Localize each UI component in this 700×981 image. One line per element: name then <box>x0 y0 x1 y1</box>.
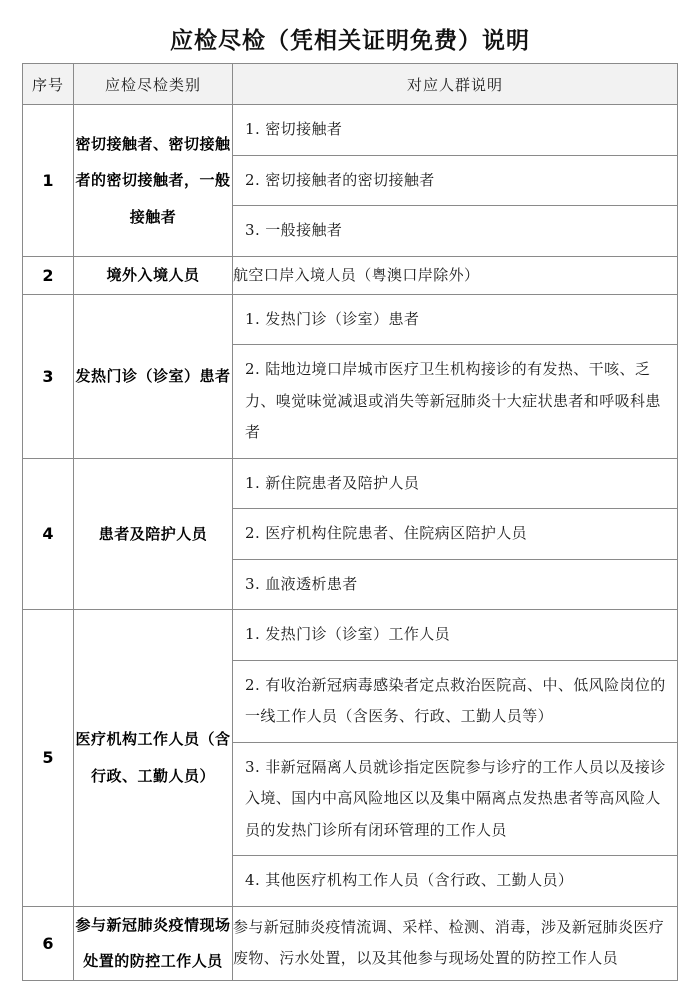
description-item-row <box>233 206 677 256</box>
description-item-row <box>233 459 677 509</box>
description-item-row <box>233 742 677 856</box>
description-item: 3. 一般接触者 <box>245 221 343 240</box>
description-item: 4. 其他医疗机构工作人员（含行政、工勤人员） <box>245 871 574 890</box>
description-item-row <box>233 345 677 458</box>
description-item: 1. 发热门诊（诊室）工作人员 <box>233 610 677 660</box>
table-container <box>22 63 677 981</box>
page-title: 应检尽检（凭相关证明免费）说明 <box>170 27 530 55</box>
row-category: 参与新冠肺炎疫情现场处置的防控工作人员 <box>74 906 233 981</box>
row-category: 境外入境人员 <box>74 256 233 294</box>
description-item: 2. 密切接触者的密切接触者 <box>233 155 677 206</box>
description-item-row <box>233 610 677 660</box>
row-description <box>233 294 678 458</box>
row-description: 参与新冠肺炎疫情流调、采样、检测、消毒，涉及新冠肺炎医疗废物、污水处置，以及其他参与现场处置的防控工作人员 <box>233 906 678 981</box>
row-description <box>233 105 678 257</box>
table-header <box>23 64 678 105</box>
row-description: 航空口岸入境人员（粤澳口岸除外） <box>233 256 678 294</box>
description-item: 2. 医疗机构住院患者、住院病区陪护人员 <box>233 509 677 560</box>
description-item-list <box>233 295 677 458</box>
row-number: 3 <box>23 294 74 458</box>
column-header-category: 应检尽检类别 <box>74 64 233 105</box>
table-body <box>23 105 678 981</box>
table-row <box>23 256 678 294</box>
description-item-list <box>233 459 677 610</box>
description-item-list <box>233 105 677 256</box>
description-item-row <box>233 295 677 345</box>
row-number: 2 <box>23 256 74 294</box>
row-category: 医疗机构工作人员（含行政、工勤人员） <box>74 610 233 907</box>
table-row <box>23 610 678 907</box>
document-page <box>0 15 700 971</box>
row-number: 5 <box>23 610 74 907</box>
description-item: 1. 发热门诊（诊室）患者 <box>233 295 677 345</box>
table-header-row <box>23 64 678 105</box>
description-item-row <box>233 105 677 155</box>
description-item-row <box>233 856 677 906</box>
description-item-row <box>233 155 677 206</box>
description-item: 3. 血液透析患者 <box>245 574 358 593</box>
description-item-list <box>233 610 677 906</box>
row-category: 密切接触者、密切接触者的密切接触者，一般接触者 <box>74 105 233 257</box>
screening-categories-table <box>22 63 678 981</box>
row-number: 6 <box>23 906 74 981</box>
description-item-row <box>233 660 677 742</box>
row-category: 患者及陪护人员 <box>74 458 233 610</box>
description-item-row <box>233 509 677 560</box>
table-row <box>23 458 678 610</box>
row-description <box>233 610 678 907</box>
table-row <box>23 906 678 981</box>
table-row <box>23 294 678 458</box>
description-item-row <box>233 559 677 609</box>
description-item: 1. 新住院患者及陪护人员 <box>233 459 677 509</box>
description-item: 2. 陆地边境口岸城市医疗卫生机构接诊的有发热、干咳、乏力、嗅觉味觉减退或消失等新冠肺炎十大症状患者和呼吸科患者 <box>245 360 661 442</box>
description-item: 2. 有收治新冠病毒感染者定点救治医院高、中、低风险岗位的一线工作人员（含医务、行政、工勤人员等） <box>233 660 677 742</box>
column-header-description: 对应人群说明 <box>233 64 678 105</box>
row-number: 1 <box>23 105 74 257</box>
table-row <box>23 105 678 257</box>
description-item: 3. 非新冠隔离人员就诊指定医院参与诊疗的工作人员以及接诊入境、国内中高风险地区以及集中隔离点发热患者等高风险人员的发热门诊所有闭环管理的工作人员 <box>233 742 677 856</box>
description-item: 1. 密切接触者 <box>233 105 677 155</box>
row-number: 4 <box>23 458 74 610</box>
row-description <box>233 458 678 610</box>
column-header-no: 序号 <box>23 64 74 105</box>
row-category: 发热门诊（诊室）患者 <box>74 294 233 458</box>
